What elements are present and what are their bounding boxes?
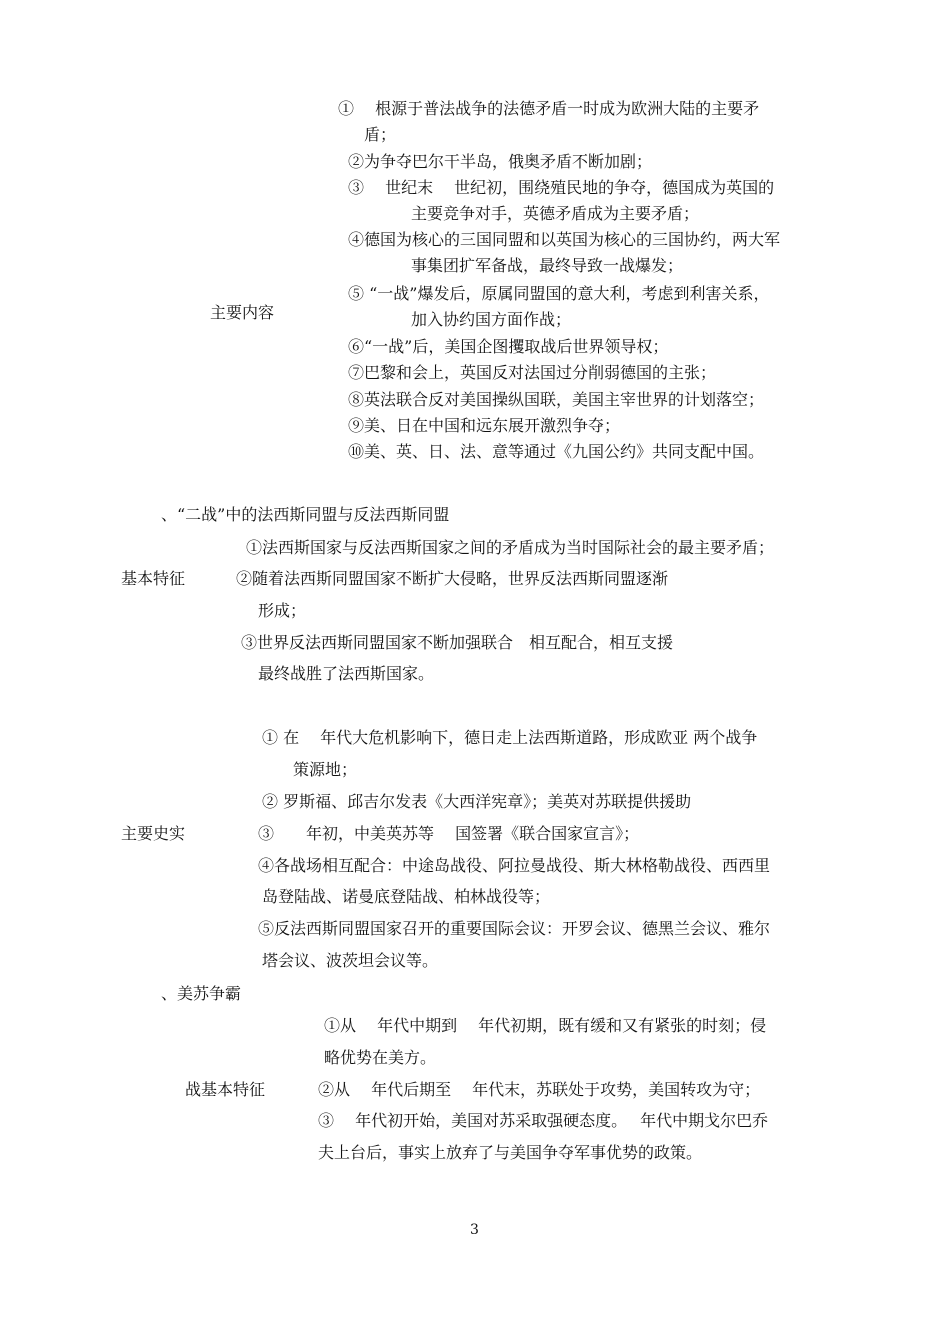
- s2-fact-1-line-1: ① 在 年代大危机影响下，德日走上法西斯道路，形成欧亚 两个战争: [262, 728, 758, 747]
- s2-fact-4-line-2: 岛登陆战、诺曼底登陆战、柏林战役等；: [262, 887, 551, 906]
- s1-item-9: ⑨美、日在中国和远东展开激烈争夺；: [348, 416, 621, 435]
- s2-basic-item-1: ①法西斯国家与反法西斯国家之间的矛盾成为当时国际社会的最主要矛盾；: [246, 538, 775, 557]
- s3-item-2: ②从 年代后期至 年代末，苏联处于攻势，美国转攻为守；: [318, 1080, 761, 1099]
- s1-item-1-line-2: 盾；: [364, 125, 397, 144]
- s1-item-5-line-1: ⑤ “一战”爆发后，原属同盟国的意大利，考虑到利害关系，: [348, 284, 770, 303]
- s3-item-3-line-2: 夫上台后，事实上放弃了与美国争夺军事优势的政策。: [318, 1143, 703, 1162]
- s1-item-2: ②为争夺巴尔干半岛，俄奥矛盾不断加剧；: [348, 152, 653, 171]
- s2-fact-3: ③ 年初，中美英苏等 国签署《联合国家宣言》；: [258, 824, 640, 843]
- s3-label: 战基本特征: [185, 1080, 266, 1099]
- s1-item-4-line-2: 事集团扩军备战，最终导致一战爆发；: [411, 256, 684, 275]
- s3-heading: 、美苏争霸: [161, 984, 242, 1003]
- s2-basic-item-2-line-2: 形成；: [258, 601, 307, 620]
- s1-item-6: ⑥“一战”后，美国企图攫取战后世界领导权；: [348, 337, 669, 356]
- s2-fact-4-line-1: ④各战场相互配合：中途岛战役、阿拉曼战役、斯大林格勒战役、西西里: [258, 856, 771, 875]
- s1-item-10: ⑩美、英、日、法、意等通过《九国公约》共同支配中国。: [348, 442, 765, 461]
- s2-basic-item-2-line-1: ②随着法西斯同盟国家不断扩大侵略，世界反法西斯同盟逐渐: [236, 569, 669, 588]
- s1-item-5-line-2: 加入协约国方面作战；: [411, 310, 572, 329]
- s2-fact-1-line-2: 策源地；: [293, 760, 358, 779]
- s2-basic-label: 基本特征: [121, 569, 186, 588]
- s1-label: 主要内容: [210, 303, 275, 322]
- s1-item-3-line-2: 主要竞争对手，英德矛盾成为主要矛盾；: [411, 204, 700, 223]
- s3-item-3-line-1: ③ 年代初开始，美国对苏采取强硬态度。 年代中期戈尔巴乔: [318, 1111, 769, 1130]
- s1-item-8: ⑧英法联合反对美国操纵国联，美国主宰世界的计划落空；: [348, 390, 765, 409]
- s1-item-4-line-1: ④德国为核心的三国同盟和以英国为核心的三国协约，两大军: [348, 230, 781, 249]
- s2-facts-label: 主要史实: [121, 824, 186, 843]
- s2-fact-5-line-1: ⑤反法西斯同盟国家召开的重要国际会议：开罗会议、德黑兰会议、雅尔: [258, 919, 771, 938]
- s3-item-1-line-1: ①从 年代中期到 年代初期，既有缓和又有紧张的时刻；侵: [324, 1016, 767, 1035]
- s1-item-3-line-1: ③ 世纪末 世纪初，围绕殖民地的争夺，德国成为英国的: [348, 178, 775, 197]
- s2-fact-2: ② 罗斯福、邱吉尔发表《大西洋宪章》；美英对苏联提供援助: [262, 792, 692, 811]
- s2-basic-item-3-line-1: ③世界反法西斯同盟国家不断加强联合 相互配合，相互支援: [241, 633, 674, 652]
- s1-item-7: ⑦巴黎和会上，英国反对法国过分削弱德国的主张；: [348, 363, 717, 382]
- s1-item-1-line-1: ① 根源于普法战争的法德矛盾一时成为欧洲大陆的主要矛: [338, 99, 760, 118]
- s2-basic-item-3-line-2: 最终战胜了法西斯国家。: [258, 664, 435, 683]
- s2-heading: 、“二战”中的法西斯同盟与反法西斯同盟: [161, 505, 450, 524]
- s2-fact-5-line-2: 塔会议、波茨坦会议等。: [262, 951, 439, 970]
- page-number: 3: [470, 1222, 479, 1238]
- s3-item-1-line-2: 略优势在美方。: [324, 1048, 437, 1067]
